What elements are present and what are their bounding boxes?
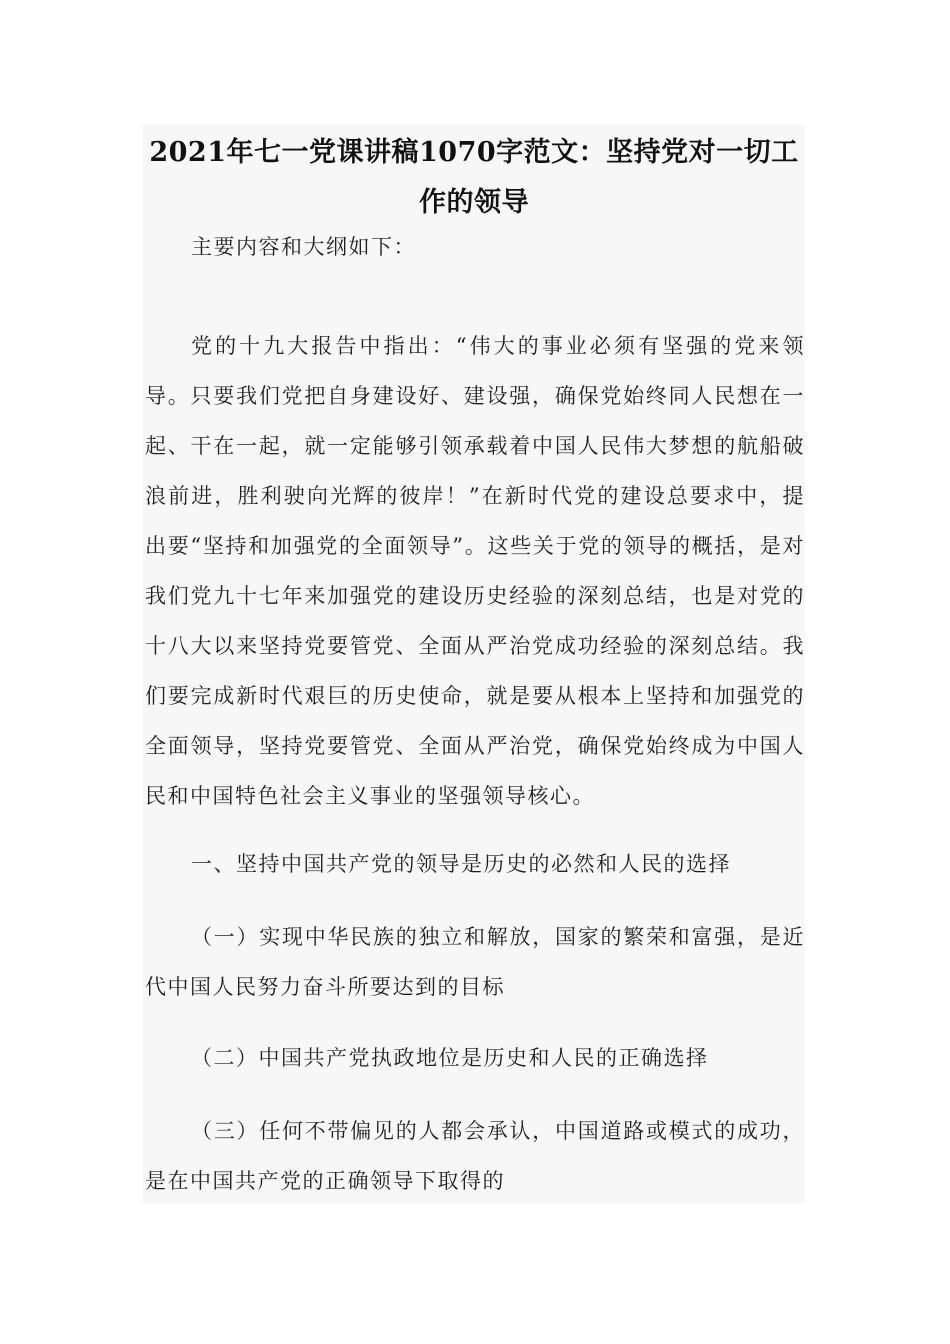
intro-paragraph: 主要内容和大纲如下： bbox=[191, 235, 416, 259]
body-paragraph: 党的十九大报告中指出：“伟大的事业必须有坚强的党来领导。只要我们党把自身建设好、建设强，确保党始终同人民想在一起、干在一起，就一定能够引领承载着中国人民伟大梦想的航船破浪前进，胜利驶向光辉的彼岸！”在新时代党的建设总要求中，提出要“坚持和加强党的全面领导”。这些关于党的领导的概括，是对我们党九十七年来加强党的建设历史经验的深刻总结，也是对党的十八大以来坚持党要管党、全面从严治党成功经验的深刻总结。我们要完成新时代艰巨的历史使命，就是要从根本上坚持和加强党的全面领导，坚持党要管党、全面从严治党，确保党始终成为中国人民和中国特色社会主义事业的坚强领导核心。 bbox=[145, 334, 805, 808]
subsection-2: （二）中国共产党执政地位是历史和人民的正确选择 bbox=[191, 1046, 709, 1070]
subsection-1: （一）实现中华民族的独立和解放，国家的繁荣和富强，是近代中国人民努力奋斗所要达到的目标 bbox=[145, 925, 805, 999]
section-heading-1: 一、坚持中国共产党的领导是历史的必然和人民的选择 bbox=[191, 852, 731, 876]
subsection-3: （三）任何不带偏见的人都会承认，中国道路或模式的成功，是在中国共产党的正确领导下取得的 bbox=[145, 1119, 805, 1193]
document-title: 2021年七一党课讲稿1070字范文：坚持党对一切工作的领导 bbox=[149, 137, 799, 218]
